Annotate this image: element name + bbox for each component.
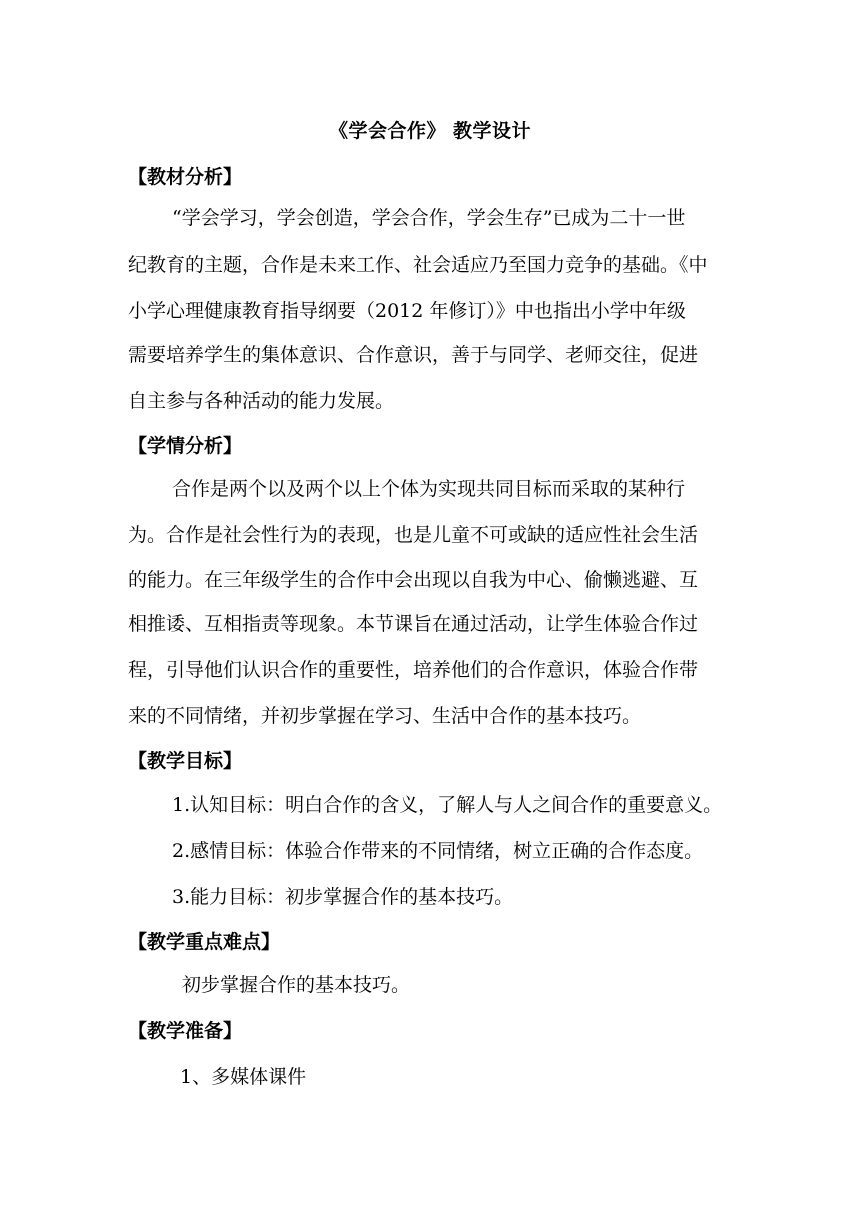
student-analysis-line: 为。合作是社会性行为的表现，也是儿童不可或缺的适应性社会生活 <box>128 524 699 546</box>
student-analysis-line: 相推诿、互相指责等现象。本节课旨在通过活动，让学生体验合作过 <box>128 613 699 635</box>
teaching-goal-item: 1.认知目标：明白合作的含义，了解人与人之间合作的重要意义。 <box>172 794 723 816</box>
heading-textbook-analysis: 【教材分析】 <box>128 166 243 188</box>
textbook-analysis-line: 小学心理健康教育指导纲要（2012 年修订）》中也指出小学中年级 <box>128 300 686 322</box>
preparation-item: 1、多媒体课件 <box>180 1066 307 1088</box>
heading-student-analysis: 【学情分析】 <box>128 435 243 457</box>
textbook-analysis-line: “学会学习，学会创造，学会合作，学会生存”已成为二十一世 <box>172 207 686 229</box>
textbook-analysis-line: 需要培养学生的集体意识、合作意识，善于与同学、老师交往，促进 <box>128 344 699 366</box>
student-analysis-line: 来的不同情绪，并初步掌握在学习、生活中合作的基本技巧。 <box>128 705 642 727</box>
student-analysis-line: 合作是两个以及两个以上个体为实现共同目标而采取的某种行 <box>172 478 686 500</box>
textbook-analysis-line: 自主参与各种活动的能力发展。 <box>128 390 395 412</box>
key-points-text: 初步掌握合作的基本技巧。 <box>182 974 411 996</box>
student-analysis-line: 程，引导他们认识合作的重要性，培养他们的合作意识，体验合作带 <box>128 659 699 681</box>
heading-preparation: 【教学准备】 <box>128 1020 243 1042</box>
teaching-goal-item: 3.能力目标：初步掌握合作的基本技巧。 <box>172 886 514 908</box>
student-analysis-line: 的能力。在三年级学生的合作中会出现以自我为中心、偷懒逃避、互 <box>128 569 699 591</box>
heading-key-points: 【教学重点难点】 <box>128 931 281 953</box>
document-title: 《学会合作》 教学设计 <box>328 120 532 142</box>
textbook-analysis-line: 纪教育的主题，合作是未来工作、社会适应乃至国力竞争的基础。《中 <box>128 254 708 276</box>
teaching-goal-item: 2.感情目标：体验合作带来的不同情绪，树立正确的合作态度。 <box>172 840 704 862</box>
heading-teaching-goals: 【教学目标】 <box>128 750 243 772</box>
